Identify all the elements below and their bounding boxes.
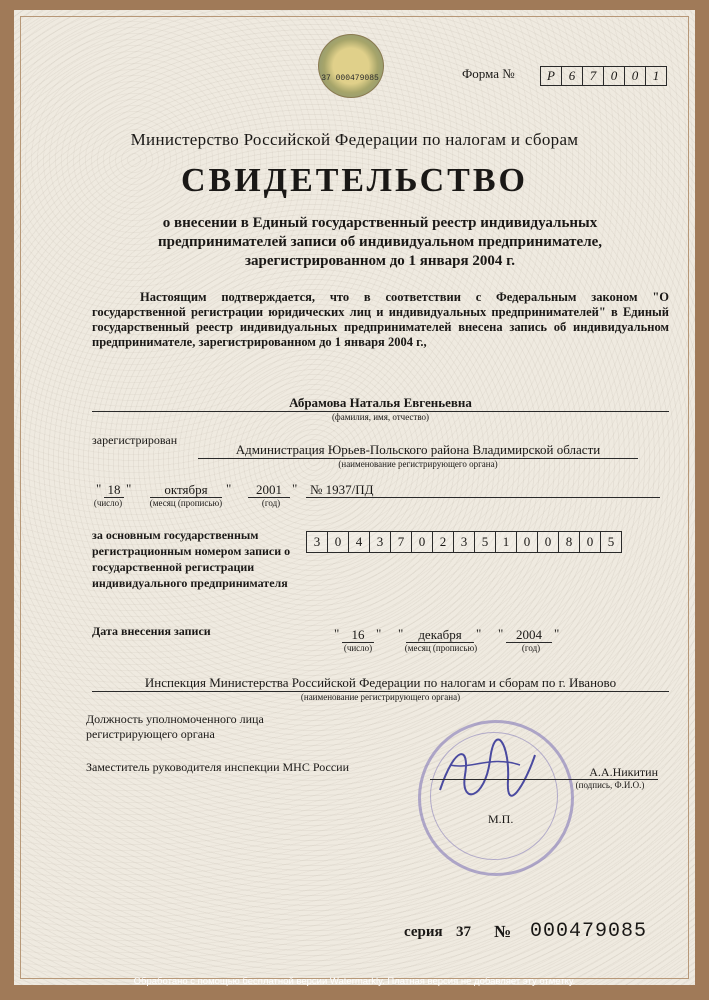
signer-name: А.А.Никитин [589, 765, 658, 779]
form-code-char: 7 [582, 66, 604, 86]
grn-digit: 0 [327, 531, 349, 553]
reg-month: октября [164, 482, 208, 497]
registered-authority-field [198, 441, 638, 459]
reg-year-open-quote: " [226, 481, 232, 496]
person-name: Абрамова Наталья Евгеньевна [289, 395, 472, 410]
entry-day-close-quote: " [376, 626, 382, 641]
person-name-field [92, 394, 669, 412]
entry-day-field [342, 626, 374, 643]
grn-digit: 3 [369, 531, 391, 553]
registered-authority-caption: (наименование регистрирующего органа) [338, 459, 498, 469]
reg-month-caption: (месяц (прописью) [149, 498, 223, 508]
grn-digit: 2 [432, 531, 454, 553]
serial-label: серия [404, 924, 443, 940]
inspection-caption: (наименование регистрирующего органа) [300, 692, 461, 702]
hologram-emblem-icon [318, 34, 384, 98]
signer-caption: (подпись, Ф.И.О.) [575, 780, 645, 790]
reg-day-field [104, 481, 124, 498]
reg-number-field [306, 481, 660, 498]
registered-authority: Администрация Юрьев-Польского района Владимирской области [235, 442, 601, 457]
reg-year-field [248, 481, 290, 498]
grn-digit: 7 [390, 531, 412, 553]
entry-date-label: Дата внесения записи [92, 624, 211, 638]
grn-digit: 3 [453, 531, 475, 553]
inspection-name: Инспекция Министерства Российской Федерации по налогам и сборам по г. Иваново [144, 675, 617, 690]
grn-digit: 8 [558, 531, 580, 553]
grn-digit: 5 [474, 531, 496, 553]
entry-year-close-quote: " [554, 626, 560, 641]
form-code-char: Р [540, 66, 562, 86]
entry-year-field [506, 626, 552, 643]
grn-number [306, 531, 621, 553]
grn-digit: 0 [579, 531, 601, 553]
reg-month-field [150, 481, 222, 498]
entry-day-caption: (число) [343, 643, 373, 653]
document-title: СВИДЕТЕЛЬСТВО [181, 162, 528, 199]
ministry-name: Министерство Российской Федерации по налогам и сборам [130, 130, 579, 149]
official-position: Заместитель руководителя инспекции МНС России [86, 760, 350, 774]
entry-month-open-quote: " [398, 626, 404, 641]
grn-digit: 4 [348, 531, 370, 553]
form-label: Форма № [462, 66, 515, 81]
position-label: Должность уполномоченного лица регистрирующего органа [86, 712, 264, 741]
inspection-field [92, 674, 669, 692]
grn-digit: 0 [537, 531, 559, 553]
reg-day-caption: (число) [93, 498, 123, 508]
entry-day: 16 [351, 627, 365, 642]
entry-month: декабря [418, 627, 462, 642]
person-name-caption: (фамилия, имя, отчество) [331, 412, 430, 422]
grn-digit: 0 [516, 531, 538, 553]
entry-year-open-quote: " [498, 626, 504, 641]
form-code-char: 1 [645, 66, 667, 86]
reg-day-open-quote: " [96, 481, 102, 496]
grn-digit: 1 [495, 531, 517, 553]
entry-year-caption: (год) [521, 643, 541, 653]
form-code-char: 6 [561, 66, 583, 86]
registered-label: зарегистрирован [92, 433, 178, 447]
document-subtitle: о внесении в Единый государственный реестр индивидуальных предпринимателей записи об индивидуальном предпринимателе, зарегистрированном до 1 января 2004 г. [157, 215, 603, 269]
reg-year-caption: (год) [261, 498, 281, 508]
grn-digit: 5 [600, 531, 622, 553]
reg-number: № 1937/ПД [310, 482, 374, 497]
serial-number: 000479085 [530, 920, 648, 943]
grn-label: за основным государственным регистрационным номером записи о государственной регистрации индивидуального предпринимателя [92, 528, 291, 590]
entry-day-open-quote: " [334, 626, 340, 641]
grn-digit: 0 [411, 531, 433, 553]
reg-year: 2001 [256, 482, 282, 497]
reg-year-close-quote: " [292, 481, 298, 496]
hologram-number: 37 000479085 [321, 74, 379, 83]
entry-month-close-quote: " [476, 626, 482, 641]
reg-day: 18 [107, 482, 121, 497]
entry-month-field [406, 626, 474, 643]
form-code [540, 66, 666, 86]
signer-field [430, 763, 658, 780]
form-code-char: 0 [624, 66, 646, 86]
entry-month-caption: (месяц (прописью) [404, 643, 478, 653]
intro-paragraph: Настоящим подтверждается, что в соответствии с Федеральным законом "О государственной регистрации юридических лиц и индивидуальных предпринимателей" в Единый государственный реестр индивидуальных предпринимателей внесена запись об индивидуальном предпринимателе, зарегистрированном до 1 января 2004 г., [92, 290, 669, 349]
serial-number-sign: № [494, 922, 512, 941]
seal-label: М.П. [488, 812, 514, 826]
watermark-note: Обработано с помощью бесплатной версии Watermarkly. Платная версия не добавляет эту отметку. [133, 976, 576, 987]
grn-digit: 3 [306, 531, 328, 553]
entry-year: 2004 [516, 627, 542, 642]
serial-series: 37 [456, 924, 471, 940]
reg-day-close-quote: " [126, 481, 132, 496]
form-code-char: 0 [603, 66, 625, 86]
